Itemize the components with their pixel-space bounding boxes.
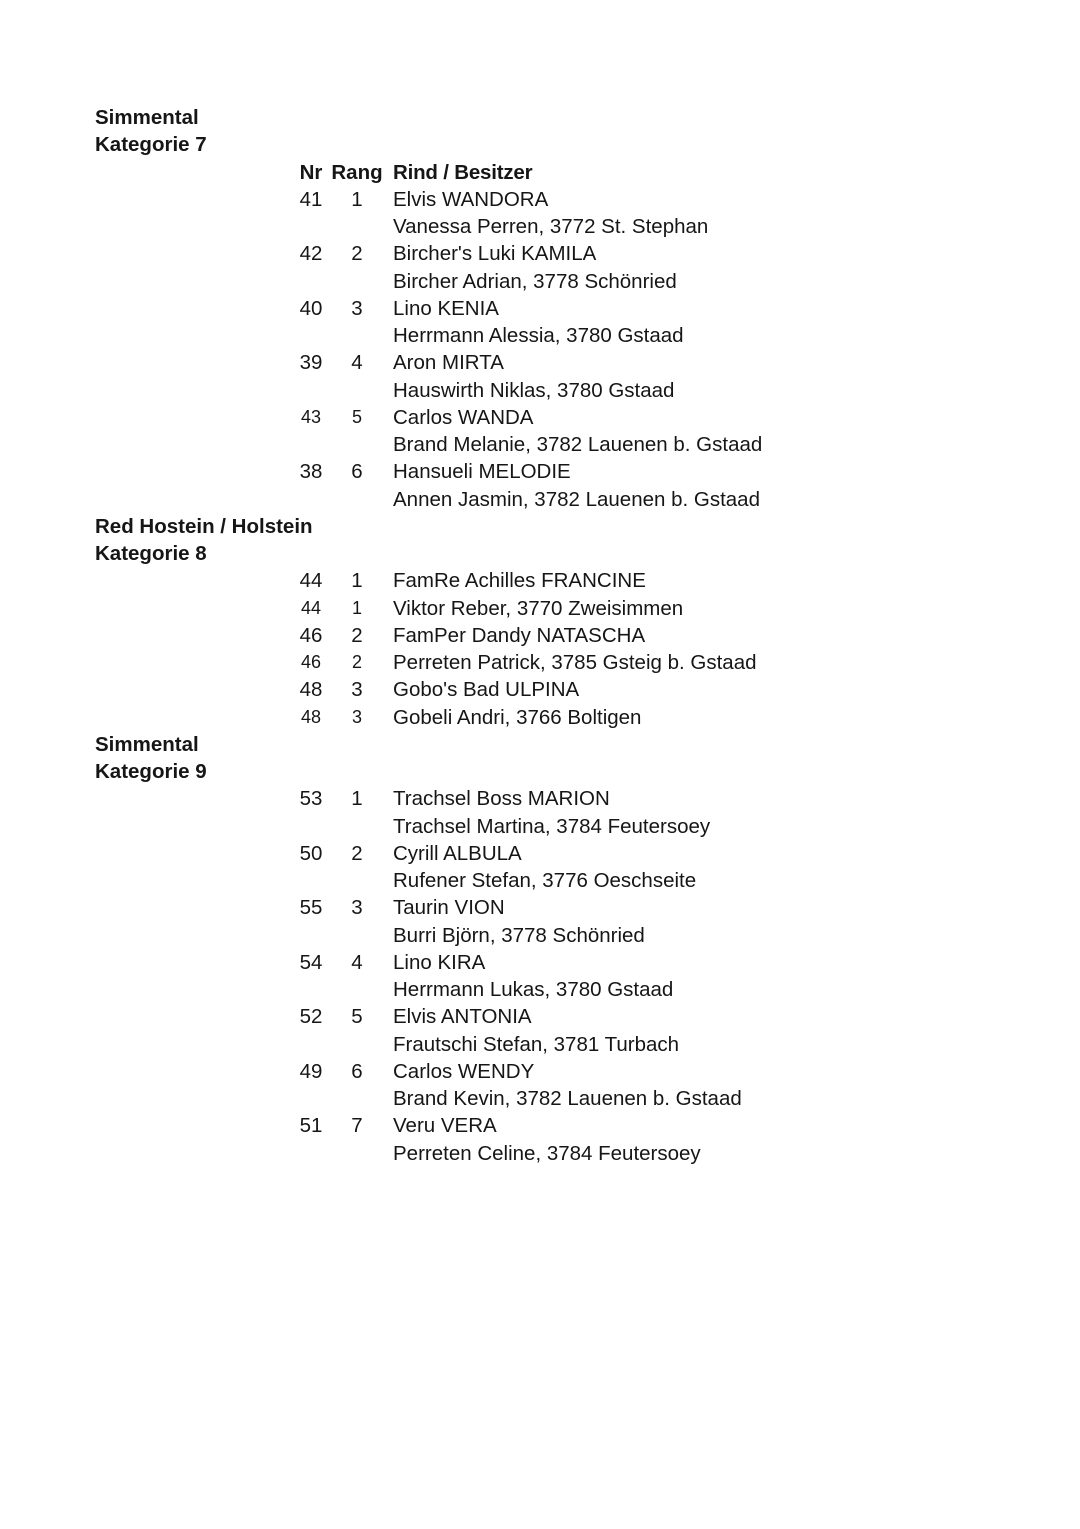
animal-row [95,458,1040,485]
nr-cell [296,213,326,240]
nr-cell [296,867,326,894]
row-spacer [95,976,296,1003]
owner-row [95,976,1040,1003]
rang-cell: 5 [351,1005,363,1029]
row-spacer [95,1058,296,1085]
rind-besitzer-cell: FamPer Dandy NATASCHA [393,623,646,647]
rind-besitzer-cell: Herrmann Alessia, 3780 Gstaad [393,324,684,347]
column-header-rind-besitzer: Rind / Besitzer [393,160,533,184]
nr-cell: 48 [299,678,323,702]
rang-cell: 2 [351,242,363,266]
nr-cell: 53 [299,787,323,811]
owner-row [95,1085,1040,1112]
owner-row [95,268,1040,295]
rang-cell: 2 [351,841,363,865]
owner-row [95,595,1040,622]
rind-besitzer-cell: FamRe Achilles FRANCINE [393,569,646,593]
rang-cell: 3 [351,896,363,920]
nr-cell [296,976,326,1003]
rang-cell: 5 [351,406,362,427]
row-spacer [95,649,296,676]
animal-row [95,349,1040,376]
rind-besitzer-cell: Trachsel Martina, 3784 Feutersoey [393,814,711,838]
rind-besitzer-cell: Gobo's Bad ULPINA [393,678,580,702]
row-spacer [95,1140,296,1167]
rang-cell [326,867,388,894]
rang-cell [326,976,388,1003]
rind-besitzer-cell: Vanessa Perren, 3772 St. Stephan [393,215,709,238]
nr-cell [296,268,326,295]
rind-besitzer-cell: Perreten Patrick, 3785 Gsteig b. Gstaad [393,651,757,674]
animal-row [95,1003,1040,1030]
nr-cell: 49 [299,1059,323,1083]
column-header-row [95,159,1040,186]
nr-cell: 52 [299,1005,323,1029]
rind-besitzer-cell: Perreten Celine, 3784 Feutersoey [393,1141,701,1165]
animal-row [95,676,1040,703]
rind-besitzer-cell: Veru VERA [393,1114,497,1138]
rang-cell: 6 [351,1059,363,1083]
category-heading: Kategorie 9 [95,760,207,783]
row-spacer [95,431,296,458]
rang-cell: 3 [351,296,363,320]
rang-cell [326,213,388,240]
rind-besitzer-cell: Elvis WANDORA [393,187,549,211]
owner-row [95,649,1040,676]
rind-besitzer-cell: Trachsel Boss MARION [393,787,610,811]
rind-besitzer-cell: Rufener Stefan, 3776 Oeschseite [393,869,697,892]
rang-cell: 1 [351,569,363,593]
row-spacer [95,894,296,921]
owner-row [95,922,1040,949]
rang-cell: 3 [351,678,363,702]
category-heading: Kategorie 8 [95,542,207,565]
rind-besitzer-cell: Brand Kevin, 3782 Lauenen b. Gstaad [393,1087,742,1110]
owner-row [95,813,1040,840]
row-spacer [95,1003,296,1030]
owner-row [95,1140,1040,1167]
rang-cell: 1 [351,187,363,211]
nr-cell: 42 [299,242,323,266]
row-spacer [95,213,296,240]
nr-cell [296,322,326,349]
breed-section [95,513,1040,731]
nr-cell: 44 [299,569,323,593]
rang-cell [326,322,388,349]
rang-cell: 1 [351,597,362,618]
row-spacer [95,595,296,622]
row-spacer [95,676,296,703]
nr-cell: 46 [299,623,323,647]
nr-cell: 50 [299,841,323,865]
row-spacer [95,186,296,213]
column-header-rang: Rang [331,160,383,184]
row-spacer [95,458,296,485]
rang-cell [326,377,388,404]
rang-cell [326,486,388,513]
animal-row [95,1058,1040,1085]
nr-cell: 40 [299,296,323,320]
row-spacer [95,268,296,295]
animal-row [95,622,1040,649]
row-spacer [95,295,296,322]
owner-row [95,377,1040,404]
nr-cell: 55 [299,896,323,920]
nr-cell [296,1085,326,1112]
rind-besitzer-cell: Gobeli Andri, 3766 Boltigen [393,705,642,729]
breed-section [95,731,1040,1167]
rang-cell [326,431,388,458]
rang-cell [326,1140,388,1167]
row-spacer [95,813,296,840]
animal-row [95,240,1040,267]
rind-besitzer-cell: Aron MIRTA [393,351,504,375]
header-spacer [95,159,296,186]
rang-cell: 2 [351,652,362,672]
nr-cell: 54 [299,950,323,974]
owner-row [95,431,1040,458]
rang-cell [326,268,388,295]
row-spacer [95,922,296,949]
row-spacer [95,949,296,976]
rang-cell: 1 [351,787,363,811]
nr-cell [296,431,326,458]
rind-besitzer-cell: Lino KIRA [393,950,486,974]
rind-besitzer-cell: Annen Jasmin, 3782 Lauenen b. Gstaad [393,487,760,511]
nr-cell [296,813,326,840]
row-spacer [95,1031,296,1058]
rang-cell [326,813,388,840]
owner-row [95,322,1040,349]
animal-row [95,840,1040,867]
rind-besitzer-cell: Burri Björn, 3778 Schönried [393,923,645,947]
rind-besitzer-cell: Taurin VION [393,896,505,920]
nr-cell: 41 [299,187,323,211]
category-heading: Kategorie 7 [95,133,207,157]
nr-cell: 39 [299,351,323,375]
rind-besitzer-cell: Bircher's Luki KAMILA [393,242,597,266]
rind-besitzer-cell: Carlos WENDY [393,1059,535,1083]
column-header-nr: Nr [299,160,323,184]
breed-heading: Simmental [95,106,199,129]
owner-row [95,486,1040,513]
nr-cell: 38 [299,460,323,484]
nr-cell [296,1031,326,1058]
nr-cell: 44 [300,597,322,618]
rang-cell [326,922,388,949]
owner-row [95,867,1040,894]
animal-row [95,1112,1040,1139]
row-spacer [95,1085,296,1112]
rang-cell: 4 [351,950,363,974]
nr-cell: 51 [299,1114,323,1138]
row-spacer [95,377,296,404]
row-spacer [95,567,296,594]
rind-besitzer-cell: Carlos WANDA [393,405,534,429]
nr-cell [296,1140,326,1167]
rind-besitzer-cell: Frautschi Stefan, 3781 Turbach [393,1032,680,1056]
breed-heading: Simmental [95,732,199,756]
owner-row [95,1031,1040,1058]
breed-section [95,104,1040,513]
row-spacer [95,349,296,376]
rind-besitzer-cell: Brand Melanie, 3782 Lauenen b. Gstaad [393,433,763,456]
rind-besitzer-cell: Bircher Adrian, 3778 Schönried [393,269,677,293]
rang-cell: 4 [351,351,363,375]
row-spacer [95,404,296,431]
row-spacer [95,840,296,867]
nr-cell: 43 [300,406,322,427]
rind-besitzer-cell: Hansueli MELODIE [393,460,571,484]
rind-besitzer-cell: Elvis ANTONIA [393,1005,532,1029]
rang-cell: 6 [351,460,363,484]
row-spacer [95,867,296,894]
animal-row [95,567,1040,594]
rang-cell: 7 [351,1114,363,1138]
nr-cell [296,922,326,949]
rind-besitzer-cell: Herrmann Lukas, 3780 Gstaad [393,978,674,1001]
animal-row [95,295,1040,322]
row-spacer [95,622,296,649]
owner-row [95,704,1040,731]
rang-cell [326,1031,388,1058]
rang-cell: 2 [351,623,363,647]
rang-cell: 3 [351,706,362,727]
nr-cell [296,486,326,513]
animal-row [95,785,1040,812]
row-spacer [95,240,296,267]
animal-row [95,404,1040,431]
row-spacer [95,785,296,812]
rind-besitzer-cell: Viktor Reber, 3770 Zweisimmen [393,596,684,620]
row-spacer [95,322,296,349]
nr-cell [296,377,326,404]
nr-cell: 46 [300,652,322,672]
row-spacer [95,704,296,731]
animal-row [95,186,1040,213]
rind-besitzer-cell: Hauswirth Niklas, 3780 Gstaad [393,378,675,402]
animal-row [95,949,1040,976]
rind-besitzer-cell: Cyrill ALBULA [393,841,522,865]
sections-container [95,104,1040,1167]
breed-heading: Red Hostein / Holstein [95,514,313,538]
row-spacer [95,1112,296,1139]
animal-row [95,894,1040,921]
owner-row [95,213,1040,240]
row-spacer [95,486,296,513]
rang-cell [326,1085,388,1112]
rind-besitzer-cell: Lino KENIA [393,296,499,320]
nr-cell: 48 [300,706,322,727]
